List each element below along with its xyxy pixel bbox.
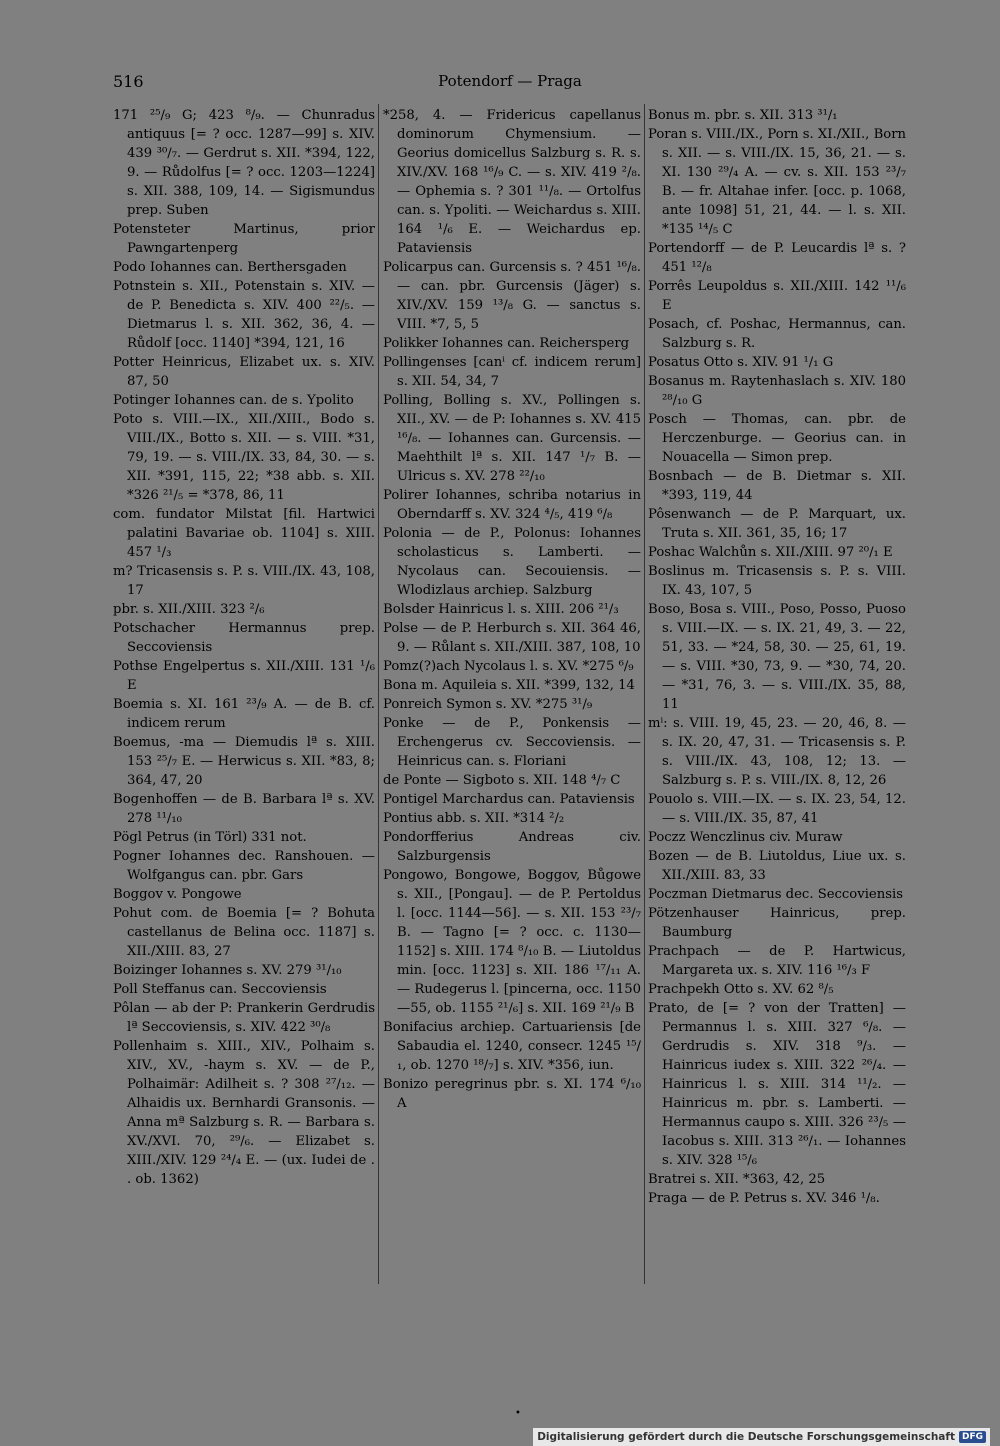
index-entry: Boemus, -ma — Diemudis lª s. XIII. 153 ²⁵/₇ E. — Herwicus s. XII. *83, 8; 364, 47, 20 bbox=[113, 735, 375, 788]
index-entry: Bonizo peregrinus pbr. s. XI. 174 ⁶/₁₀ A bbox=[383, 1077, 641, 1111]
index-entry: Poczman Dietmarus dec. Seccoviensis bbox=[648, 887, 903, 902]
index-entry: Bozen — de B. Liutoldus, Liue ux. s. XII./XIII. 83, 33 bbox=[648, 849, 906, 883]
index-entry: Prachpach — de P. Hartwicus, Margareta ux. s. XIV. 116 ¹⁶/₃ F bbox=[648, 944, 906, 978]
index-entry: Pomz(?)ach Nycolaus l. s. XV. *275 ⁶/₉ bbox=[383, 659, 634, 674]
index-entry: de Ponte — Sigboto s. XII. 148 ⁴/₇ C bbox=[383, 773, 621, 788]
index-entry: Bolsder Hainricus l. s. XIII. 206 ²¹/₃ bbox=[383, 602, 619, 617]
index-entry: Boemia s. XI. 161 ²³/₉ A. — de B. cf. indicem rerum bbox=[113, 697, 375, 731]
index-entry: Prachpekh Otto s. XV. 62 ⁸/₅ bbox=[648, 982, 834, 997]
index-entry: Pögl Petrus (in Törl) 331 not. bbox=[113, 830, 307, 845]
index-entry: Porrês Leupoldus s. XII./XIII. 142 ¹¹/₆ E bbox=[648, 279, 906, 313]
index-entry: Pötzenhauser Hainricus, prep. Baumburg bbox=[648, 906, 906, 940]
index-entry: Pouolo s. VIII.—IX. — s. IX. 23, 54, 12. — s. VIII./IX. 35, 87, 41 bbox=[648, 792, 906, 826]
footer-mark: • bbox=[515, 1408, 521, 1419]
index-entry: Bosnbach — de B. Dietmar s. XII. *393, 119, 44 bbox=[648, 469, 906, 503]
index-entry: Poll Steffanus can. Seccoviensis bbox=[113, 982, 327, 997]
index-entry: Bosanus m. Raytenhaslach s. XIV. 180 ²⁸/₁₀ G bbox=[648, 374, 906, 408]
index-entry: Podo Iohannes can. Berthersgaden bbox=[113, 260, 347, 275]
index-column-3 bbox=[648, 106, 906, 1208]
index-entry: Poran s. VIII./IX., Porn s. XI./XII., Born s. XII. — s. VIII./IX. 15, 36, 21. — s. XI. 130 ²⁹/₄ A. — cv. s. XII. 153 ²³/₇ B. — fr. Altahae infer. [occ. p. 1068, ante 1098] 51, 21, 44. — l. s. XII. *135 ¹⁴/₅ C bbox=[648, 127, 906, 237]
index-entry: Poto s. VIII.—IX., XII./XIII., Bodo s. VIII./IX., Botto s. XII. — s. VIII. *31, 79, 19. — s. VIII./IX. 33, 84, 30. — s. XII. *391, 115, 22; *38 abb. s. XII. *326 ²¹/₅ = *378, 86, 11 bbox=[113, 412, 375, 503]
index-entry: Pothse Engelpertus s. XII./XIII. 131 ¹/₆ E bbox=[113, 659, 375, 693]
index-entry: Praga — de P. Petrus s. XV. 346 ¹/₈. bbox=[648, 1191, 880, 1206]
running-head: Potendorf — Praga bbox=[438, 72, 582, 90]
index-entry: Potschacher Hermannus prep. Seccoviensis bbox=[113, 621, 375, 655]
index-entry: Pongowo, Bongowe, Boggov, Bůgowe s. XII., [Pongau]. — de P. Pertoldus l. [occ. 1144—56]. — s. XII. 153 ²³/₇ B. — Tagno [= ? occ. c. 1130—1152] s. XIII. 174 ⁸/₁₀ B. — Liutoldus min. [occ. 1123] s. XII. 186 ¹⁷/₁₁ A. — Rudegerus l. [pincerna, occ. 1150—55, ob. 1155 ²¹/₆] s. XII. 169 ²¹/₉ B bbox=[383, 868, 641, 1016]
index-entry: Pollingenses [canⁱ cf. indicem rerum] s. XII. 54, 34, 7 bbox=[383, 355, 641, 389]
index-entry: Potensteter Martinus, prior Pawngartenperg bbox=[113, 222, 375, 256]
index-column-2 bbox=[383, 106, 641, 1113]
index-entry: mⁱ: s. VIII. 19, 45, 23. — 20, 46, 8. — s. IX. 20, 47, 31. — Tricasensis s. P. s. VIII./IX. 43, 108, 12; 13. — Salzburg s. P. s. VIII./IX. 8, 12, 26 bbox=[648, 716, 906, 788]
index-entry: Pontius abb. s. XII. *314 ²/₂ bbox=[383, 811, 565, 826]
index-entry: Posatus Otto s. XIV. 91 ¹/₁ G bbox=[648, 355, 834, 370]
index-entry: Polse — de P. Herburch s. XII. 364 46, 9. — Růlant s. XII./XIII. 387, 108, 10 bbox=[383, 621, 641, 655]
index-entry: Prato, de [= ? von der Tratten] — Permannus l. s. XIII. 327 ⁶/₈. — Gerdrudis s. XIV. 318 ⁹/₃. — Hainricus iudex s. XIII. 322 ²⁶/₄. — Hainricus l. s. XIII. 314 ¹¹/₂. — Hainricus m. pbr. s. Lamberti. — Hermannus caupo s. XIII. 326 ²³/₅ — Iacobus s. XIII. 313 ²⁶/₁. — Iohannes s. XIV. 328 ¹⁵/₆ bbox=[648, 1001, 906, 1168]
index-entry: Pondorfferius Andreas civ. Salzburgensis bbox=[383, 830, 641, 864]
index-entry: Pôlan — ab der P: Prankerin Gerdrudis lª Seccoviensis, s. XIV. 422 ³⁰/₈ bbox=[113, 1001, 375, 1035]
page-number: 516 bbox=[113, 72, 144, 91]
index-entry: Boizinger Iohannes s. XV. 279 ³¹/₁₀ bbox=[113, 963, 342, 978]
index-entry: Pontigel Marchardus can. Pataviensis bbox=[383, 792, 635, 807]
index-entry: Policarpus can. Gurcensis s. ? 451 ¹⁶/₈. — can. pbr. Gurcensis (Jäger) s. XIV./XV. 159 ¹³/₈ G. — sanctus s. VIII. *7, 5, 5 bbox=[383, 260, 641, 332]
index-entry: Potnstein s. XII., Potenstain s. XIV. — de P. Benedicta s. XIV. 400 ²²/₅. — Dietmarus l. s. XII. 362, 36, 4. — Růdolf [occ. 1140] *394, 121, 16 bbox=[113, 279, 375, 351]
index-entry: Polikker Iohannes can. Reichersperg bbox=[383, 336, 630, 351]
index-entry: Boslinus m. Tricasensis s. P. s. VIII. IX. 43, 107, 5 bbox=[648, 564, 906, 598]
index-entry: Ponreich Symon s. XV. *275 ³¹/₉ bbox=[383, 697, 593, 712]
index-entry: Boggov v. Pongowe bbox=[113, 887, 242, 902]
dfg-logo: DFG bbox=[959, 1431, 986, 1443]
index-entry: Pohut com. de Boemia [= ? Bohuta castellanus de Belina occ. 1187] s. XII./XIII. 83, 27 bbox=[113, 906, 375, 959]
index-entry: Portendorff — de P. Leucardis lª s. ? 451 ¹²/₈ bbox=[648, 241, 906, 275]
index-entry: Polirer Iohannes, schriba notarius in Oberndarff s. XV. 324 ⁴/₅, 419 ⁶/₈ bbox=[383, 488, 641, 522]
index-entry: Bonus m. pbr. s. XII. 313 ³¹/₁ bbox=[648, 108, 838, 123]
column-divider bbox=[644, 104, 645, 1284]
index-entry: Potter Heinricus, Elizabet ux. s. XIV. 87, 50 bbox=[113, 355, 375, 389]
index-entry: Bona m. Aquileia s. XII. *399, 132, 14 bbox=[383, 678, 635, 693]
index-entry: Boso, Bosa s. VIII., Poso, Posso, Puoso s. VIII.—IX. — s. IX. 21, 49, 3. — 22, 51, 33. — *24, 58, 30. — 25, 61, 19. — s. VIII. *30, 73, 9. — *30, 74, 20. — *31, 76, 3. — s. VIII./IX. 35, 88, 11 bbox=[648, 602, 906, 712]
index-entry: m? Tricasensis s. P. s. VIII./IX. 43, 108, 17 bbox=[113, 564, 375, 598]
index-entry: Poshac Walchůn s. XII./XIII. 97 ²⁰/₁ E bbox=[648, 545, 893, 560]
index-entry: Pôsenwanch — de P. Marquart, ux. Truta s. XII. 361, 35, 16; 17 bbox=[648, 507, 906, 541]
index-column-1 bbox=[113, 106, 375, 1189]
dfg-credit-banner bbox=[533, 1428, 990, 1446]
index-entry: Poczz Wenczlinus civ. Muraw bbox=[648, 830, 843, 845]
index-entry: 171 ²⁵/₉ G; 423 ⁸/₉. — Chunradus antiquus [= ? occ. 1287—99] s. XIV. 439 ³⁰/₇. — Gerdrut s. XII. *394, 122, 9. — Růdolfus [= ? occ. 1203—1224] s. XII. 388, 109, 14. — Sigismundus prep. Suben bbox=[113, 108, 375, 218]
index-entry: Ponke — de P., Ponkensis — Erchengerus cv. Seccoviensis. — Heinricus can. s. Floriani bbox=[383, 716, 641, 769]
index-entry: Posach, cf. Poshac, Hermannus, can. Salzburg s. R. bbox=[648, 317, 906, 351]
index-entry: *258, 4. — Fridericus capellanus dominorum Chymensium. — Georius domicellus Salzburg s. R. s. XIV./XV. 168 ¹⁶/₉ C. — s. XIV. 419 ²/₈. — Ophemia s. ? 301 ¹¹/₈. — Ortolfus can. s. Ypoliti. — Weichardus s. XIII. 164 ¹/₆ E. — Weichardus ep. Pataviensis bbox=[383, 108, 641, 256]
index-entry: pbr. s. XII./XIII. 323 ²/₆ bbox=[113, 602, 265, 617]
index-entry: Bogenhoffen — de B. Barbara lª s. XV. 278 ¹¹/₁₀ bbox=[113, 792, 375, 826]
index-entry: com. fundator Milstat [fil. Hartwici palatini Bavariae ob. 1104] s. XIII. 457 ¹/₃ bbox=[113, 507, 375, 560]
index-entry: Bratrei s. XII. *363, 42, 25 bbox=[648, 1172, 826, 1187]
index-entry: Posch — Thomas, can. pbr. de Herczenburge. — Georius can. in Nouacella — Simon prep. bbox=[648, 412, 906, 465]
index-entry: Polonia — de P., Polonus: Iohannes scholasticus s. Lamberti. — Nycolaus can. Secouiensis. — Wlodizlaus archiep. Salzburg bbox=[383, 526, 641, 598]
dfg-credit-text: Digitalisierung gefördert durch die Deutsche Forschungsgemeinschaft bbox=[537, 1431, 955, 1443]
index-entry: Pollenhaim s. XIII., XIV., Polhaim s. XIV., XV., -haym s. XV. — de P., Polhaimär: Adilheit s. ? 308 ²⁷/₁₂. — Alhaidis ux. Bernhardi Gransonis. — Anna mª Salzburg s. R. — Barbara s. XV./XVI. 70, ²⁹/₆. — Elizabet s. XIII./XIV. 129 ²⁴/₄ E. — (ux. Iudei de . . ob. 1362) bbox=[113, 1039, 375, 1187]
index-entry: Bonifacius archiep. Cartuariensis [de Sabaudia el. 1240, consecr. 1245 ¹⁵/₁, ob. 1270 ¹⁸/₇] s. XIV. *356, iun. bbox=[383, 1020, 641, 1073]
index-entry: Potinger Iohannes can. de s. Ypolito bbox=[113, 393, 354, 408]
index-entry: Polling, Bolling s. XV., Pollingen s. XII., XV. — de P: Iohannes s. XV. 415 ¹⁶/₈. — Iohannes can. Gurcensis. — Maehthilt lª s. XII. 147 ¹/₇ B. — Ulricus s. XV. 278 ²²/₁₀ bbox=[383, 393, 641, 484]
column-divider bbox=[378, 104, 379, 1284]
index-entry: Pogner Iohannes dec. Ranshouen. — Wolfgangus can. pbr. Gars bbox=[113, 849, 375, 883]
